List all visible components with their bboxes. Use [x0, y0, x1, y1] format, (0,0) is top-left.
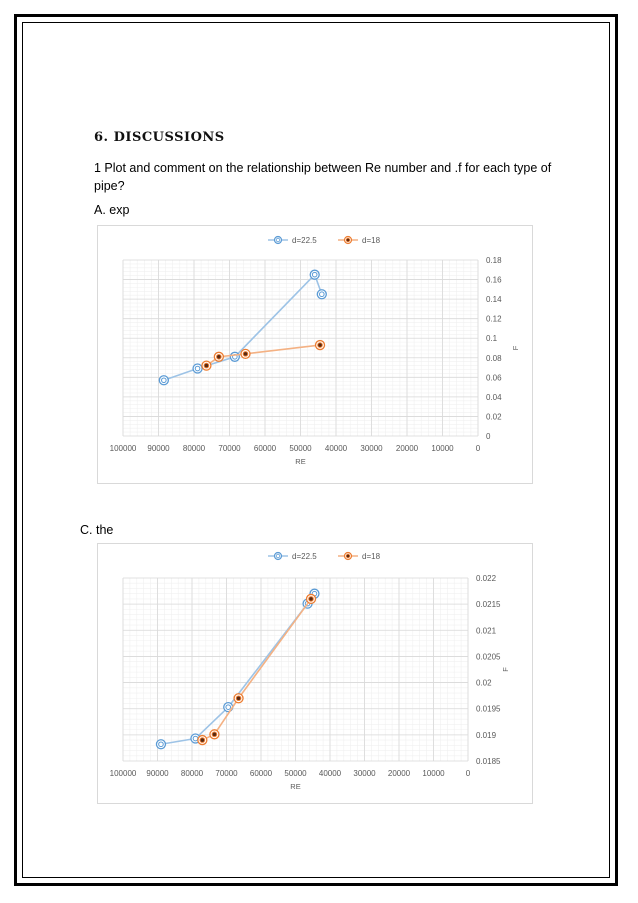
- data-point-inner: [217, 355, 222, 360]
- legend-marker-inner: [346, 238, 350, 242]
- data-point-inner: [243, 352, 248, 357]
- chart-theoretical: [97, 543, 533, 804]
- x-tick-label: 10000: [431, 444, 454, 453]
- x-tick-label: 60000: [253, 444, 277, 453]
- data-point-inner: [162, 378, 167, 383]
- legend-marker-inner: [346, 554, 350, 558]
- chart-theoretical-svg: [98, 544, 532, 803]
- y-tick-label: 0.14: [486, 295, 502, 305]
- y-tick-label: 0.1: [486, 334, 498, 344]
- y-tick-label: 0: [486, 432, 491, 441]
- legend-label: d=18: [362, 236, 381, 245]
- data-point-inner: [236, 696, 241, 701]
- question-text: 1 Plot and comment on the relationship between Re number and .f for each type of pipe?: [94, 161, 552, 193]
- x-tick-label: 0: [475, 444, 481, 453]
- y-tick-label: 0.02: [486, 412, 502, 422]
- x-tick-label: 30000: [353, 769, 376, 778]
- x-axis-title: RE: [295, 457, 306, 466]
- x-tick-label: 50000: [284, 769, 307, 778]
- data-point-inner: [200, 738, 205, 743]
- data-point-inner: [318, 343, 323, 348]
- y-tick-label: 0.18: [486, 256, 502, 265]
- y-tick-label: 0.0205: [476, 652, 501, 662]
- y-tick-label: 0.12: [486, 314, 502, 324]
- x-tick-label: 90000: [146, 769, 169, 778]
- x-tick-label: 40000: [318, 769, 342, 778]
- y-tick-label: 0.022: [476, 574, 497, 583]
- data-point-inner: [193, 736, 198, 741]
- legend-marker-inner: [276, 238, 280, 242]
- chart-label-theory: C. the: [80, 523, 114, 537]
- data-point-inner: [320, 292, 325, 297]
- x-tick-label: 20000: [387, 769, 411, 778]
- chart-experimental-svg: [98, 226, 532, 483]
- x-axis-title: RE: [290, 782, 301, 791]
- y-tick-label: 0.021: [476, 626, 497, 636]
- data-point-inner: [204, 363, 209, 368]
- data-point-inner: [159, 742, 164, 747]
- data-point-inner: [226, 705, 231, 710]
- x-tick-label: 70000: [218, 444, 241, 453]
- y-tick-label: 0.0215: [476, 600, 501, 610]
- chart-experimental: [97, 225, 533, 484]
- x-tick-label: 100000: [109, 444, 137, 453]
- legend-label: d=18: [362, 552, 381, 561]
- x-tick-label: 10000: [422, 769, 445, 778]
- legend-label: d=22.5: [292, 552, 317, 561]
- x-tick-label: 60000: [249, 769, 273, 778]
- legend-marker-inner: [276, 554, 280, 558]
- data-point-inner: [195, 366, 200, 371]
- y-tick-label: 0.0185: [476, 757, 501, 766]
- x-tick-label: 70000: [215, 769, 238, 778]
- legend-label: d=22.5: [292, 236, 317, 245]
- x-tick-label: 20000: [395, 444, 419, 453]
- y-tick-label: 0.02: [476, 678, 492, 688]
- series-line-d=22.5: [161, 594, 315, 745]
- y-tick-label: 0.06: [486, 373, 502, 383]
- y-axis-title: F: [511, 345, 520, 351]
- y-tick-label: 0.0195: [476, 704, 501, 714]
- chart-label-exp: A. exp: [94, 203, 130, 217]
- y-axis-title: F: [501, 667, 510, 672]
- data-point-inner: [309, 597, 314, 602]
- x-tick-label: 40000: [324, 444, 348, 453]
- y-tick-label: 0.16: [486, 275, 502, 285]
- x-tick-label: 0: [465, 769, 471, 778]
- series-line-d=22.5: [164, 275, 322, 381]
- x-tick-label: 50000: [289, 444, 312, 453]
- x-tick-label: 30000: [360, 444, 383, 453]
- x-tick-label: 80000: [182, 444, 206, 453]
- section-heading: 6. DISCUSSIONS: [94, 130, 225, 145]
- y-tick-label: 0.019: [476, 730, 497, 740]
- x-tick-label: 80000: [180, 769, 204, 778]
- x-tick-label: 100000: [109, 769, 137, 778]
- data-point-inner: [312, 272, 317, 277]
- x-tick-label: 90000: [147, 444, 170, 453]
- y-tick-label: 0.04: [486, 392, 502, 402]
- y-tick-label: 0.08: [486, 353, 502, 363]
- data-point-inner: [212, 732, 217, 737]
